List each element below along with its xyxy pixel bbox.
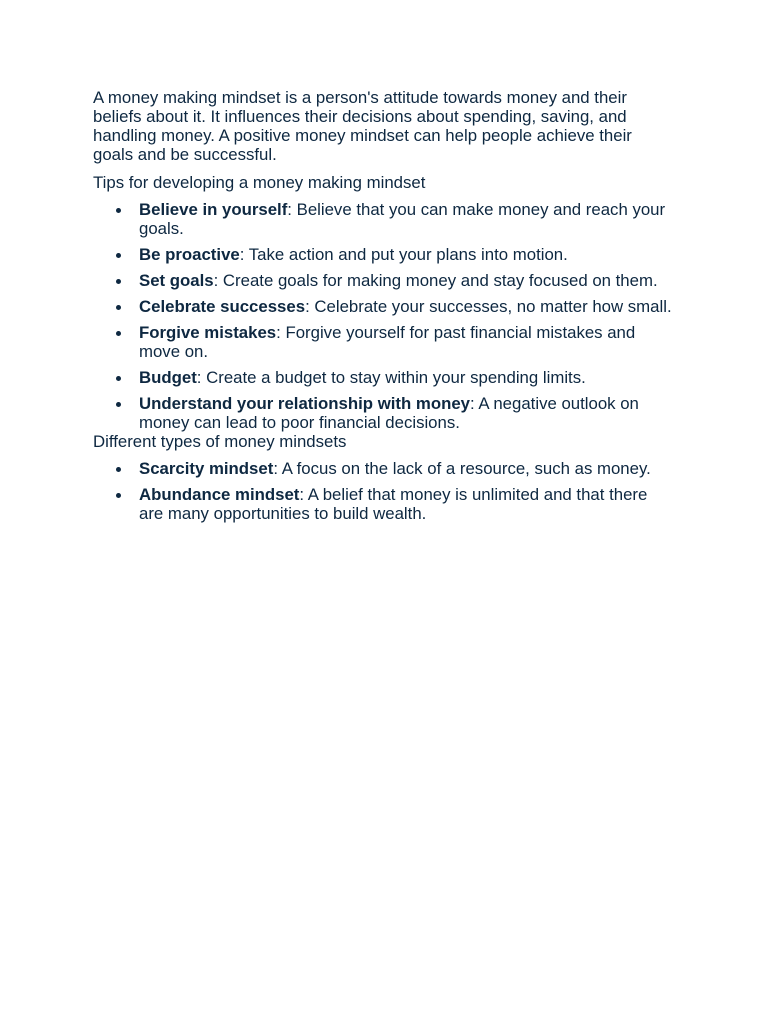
list-item [93,297,673,316]
type-term: Abundance mindset [139,485,300,504]
bullet-icon [116,305,121,310]
list-item [93,394,673,432]
type-text: : A focus on the lack of a resource, such as money. [273,459,651,478]
bullet-icon [116,279,121,284]
types-list [93,459,673,523]
tip-term: Believe in yourself [139,200,288,219]
bullet-icon [116,402,121,407]
list-item [93,368,673,387]
bullet-icon [116,493,121,498]
tip-text: : Believe that you can make money and reach your goals. [139,200,666,238]
bullet-icon [116,208,121,213]
tip-term: Set goals [139,271,214,290]
tip-text: : Create a budget to stay within your spending limits. [196,368,586,387]
tip-term: Understand your relationship with money [139,394,471,413]
tip-text: : Take action and put your plans into motion. [239,245,568,264]
list-item [93,485,673,523]
list-item [93,245,673,264]
tip-term: Forgive mistakes [139,323,277,342]
types-heading: Different types of money mindsets [93,432,347,451]
tip-term: Be proactive [139,245,240,264]
tip-text: : A negative outlook on money can lead to poor financial decisions. [139,394,639,432]
tip-term: Budget [139,368,197,387]
tip-text: : Celebrate your successes, no matter how small. [305,297,672,316]
tip-text: : Create goals for making money and stay focused on them. [213,271,658,290]
bullet-icon [116,253,121,258]
list-item [93,323,673,361]
type-term: Scarcity mindset [139,459,274,478]
tip-text: : Forgive yourself for past financial mistakes and move on. [139,323,636,361]
tips-heading: Tips for developing a money making mindset [93,173,426,192]
bullet-icon [116,331,121,336]
list-item [93,271,673,290]
tip-term: Celebrate successes [139,297,306,316]
bullet-icon [116,376,121,381]
document-page [93,88,673,530]
list-item [93,459,673,478]
list-item [93,200,673,238]
tips-list [93,200,673,432]
bullet-icon [116,467,121,472]
type-text: : A belief that money is unlimited and that there are many opportunities to build wealth. [139,485,648,523]
intro-paragraph: A money making mindset is a person's attitude towards money and their beliefs about it. It influences their decisions about spending, saving, and handling money. A positive money mindset can help people achieve their goals and be successful. [93,88,632,164]
